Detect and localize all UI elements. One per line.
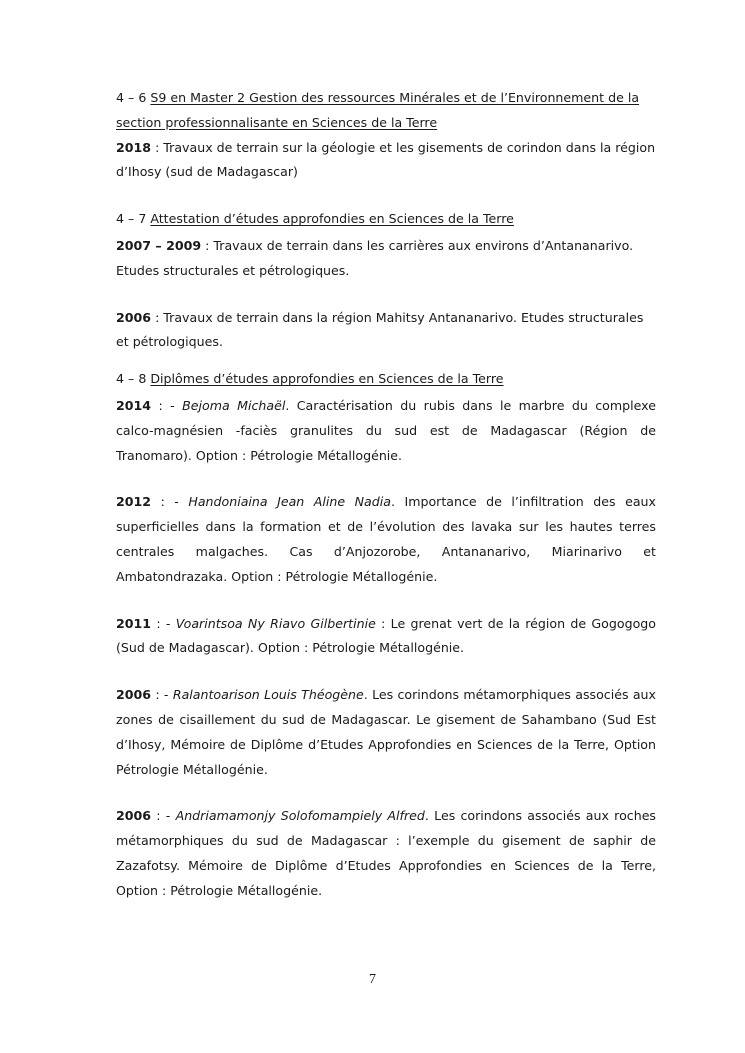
entry-text: . Caractérisation du rubis dans le marbre du complexe calco-magnésien -faciès granulites du sud est de Madagascar (Région de Tranomaro). Option : Pétrologie Métallogénie. bbox=[116, 397, 656, 463]
section-title: Attestation d’études approfondies en Sciences de la Terre bbox=[150, 211, 514, 227]
section-4-6-heading bbox=[116, 86, 656, 136]
entry-separator: : - bbox=[151, 687, 173, 703]
section-4-7-heading bbox=[116, 207, 656, 232]
section-4-6-entry bbox=[116, 136, 656, 186]
entry-year: 2011 bbox=[116, 615, 152, 631]
section-title: S9 en Master 2 Gestion des ressources Minérales et de l’Environnement de la section professionnalisante en Sciences de la Terre bbox=[116, 90, 640, 130]
entry-year: 2006 bbox=[116, 808, 152, 824]
thesis-entry-2006-andriamamonjy bbox=[116, 804, 656, 903]
entry-separator: : - bbox=[151, 494, 189, 510]
section-number: 4 – 6 bbox=[116, 90, 151, 105]
section-4-7-entry-1 bbox=[116, 234, 656, 284]
entry-author: Handoniaina Jean Aline Nadia bbox=[188, 494, 391, 510]
entry-year: 2006 bbox=[116, 687, 152, 703]
entry-text: . Importance de l’infiltration des eaux superficielles dans la formation et de l’évolution des lavaka sur les hautes terres centrales malgaches. Cas d’Anjozorobe, Antananarivo, Miarinarivo et Ambatondrazaka. Option : Pétrologie Métallogénie. bbox=[116, 494, 656, 584]
entry-author: Bejoma Michaël bbox=[182, 397, 286, 413]
entry-year: 2007 – 2009 bbox=[116, 237, 202, 253]
entry-year: 2014 bbox=[116, 397, 152, 413]
entry-text: . Les corindons métamorphiques associés aux zones de cisaillement du sud de Madagascar. Le gisement de Sahambano (Sud Est d’Ihosy, Mémoire de Diplôme d’Etudes Approfondies en Sciences de la Terre, Option Pétrologie Métallogénie. bbox=[116, 687, 656, 777]
entry-author: Voarintsoa Ny Riavo Gilbertinie bbox=[175, 615, 376, 631]
thesis-entry-2012 bbox=[116, 490, 656, 589]
entry-year: 2012 bbox=[116, 494, 152, 510]
entry-text: . Les corindons associés aux roches métamorphiques du sud de Madagascar : l’exemple du gisement de saphir de Zazafotsy. Mémoire de Diplôme d’Etudes Approfondies en Sciences de la Terre, Option : Pétrologie Métallogénie. bbox=[116, 808, 656, 898]
thesis-entry-2014 bbox=[116, 394, 656, 468]
entry-separator: : - bbox=[151, 808, 176, 824]
entry-separator: : - bbox=[151, 397, 183, 413]
entry-year: 2006 bbox=[116, 309, 152, 325]
page-number: 7 bbox=[369, 972, 376, 987]
entry-year: 2018 bbox=[116, 139, 152, 155]
entry-text: : Travaux de terrain dans les carrières aux environs d’Antananarivo. Etudes structurales et pétrologiques. bbox=[116, 237, 634, 278]
entry-author: Andriamamonjy Solofomampiely Alfred bbox=[175, 808, 425, 824]
section-4-7-entry-2 bbox=[116, 306, 656, 356]
section-number: 4 – 7 bbox=[116, 211, 151, 227]
entry-separator: : - bbox=[151, 615, 176, 631]
entry-text: : Travaux de terrain sur la géologie et les gisements de corindon dans la région d’Ihosy (sud de Madagascar) bbox=[116, 139, 656, 180]
thesis-entry-2006-ralantoarison bbox=[116, 683, 656, 782]
page-body bbox=[116, 86, 656, 904]
section-number: 4 – 8 bbox=[116, 371, 151, 387]
thesis-entry-2011 bbox=[116, 612, 656, 662]
section-title: Diplômes d’études approfondies en Sciences de la Terre bbox=[150, 371, 504, 387]
section-4-8-heading bbox=[116, 367, 656, 392]
entry-author: Ralantoarison Louis Théogène bbox=[172, 687, 364, 703]
entry-text: : Travaux de terrain dans la région Mahitsy Antananarivo. Etudes structurales et pétrologiques. bbox=[116, 309, 644, 350]
entry-text: : Le grenat vert de la région de Gogogogo (Sud de Madagascar). Option : Pétrologie Métallogénie. bbox=[116, 615, 656, 656]
